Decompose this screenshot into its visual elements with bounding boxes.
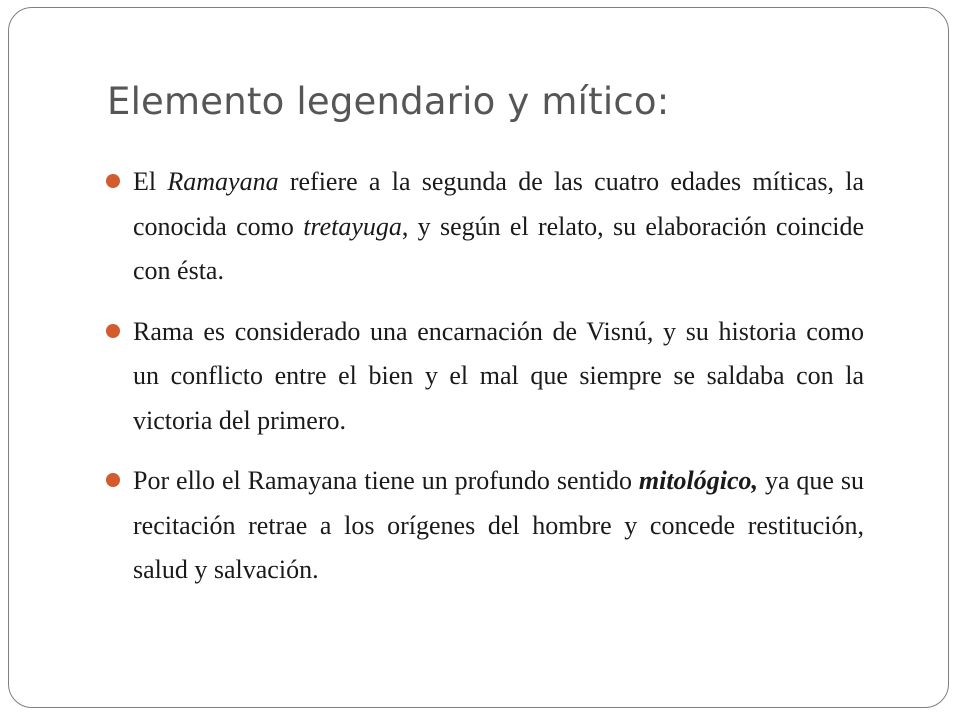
bullet-item bbox=[106, 310, 864, 444]
text-run: , y según el relato, su elaboración coincide con ésta. bbox=[133, 211, 865, 285]
bullet-text bbox=[133, 167, 864, 285]
text-run: refiere a la segunda de las cuatro edades míticas, la conocida como bbox=[133, 167, 864, 241]
bullet-list bbox=[106, 160, 864, 609]
bullet-item bbox=[106, 459, 864, 593]
bullet-dot-icon bbox=[106, 324, 120, 338]
bold-italic-term: mitológico, bbox=[638, 466, 759, 495]
slide-title: Elemento legendario y mítico: bbox=[107, 80, 670, 123]
text-run: Por ello el Ramayana tiene un profundo sentido bbox=[133, 466, 639, 495]
bullet-dot-icon bbox=[106, 174, 120, 188]
bullet-text bbox=[133, 466, 864, 584]
bullet-dot-icon bbox=[106, 473, 120, 487]
italic-term: Ramayana bbox=[167, 167, 279, 196]
italic-term: tretayuga bbox=[303, 211, 402, 241]
text-run: El bbox=[133, 167, 168, 196]
bullet-item bbox=[106, 160, 864, 294]
bullet-text: Rama es considerado una encarnación de Visnú, y su historia como un conflicto entre el bien y el mal que siempre se saldaba con la victoria del primero. bbox=[133, 316, 864, 435]
text-run: ya que su recitación retrae a los orígenes del hombre y concede restitución, salud y salvación. bbox=[133, 466, 864, 584]
